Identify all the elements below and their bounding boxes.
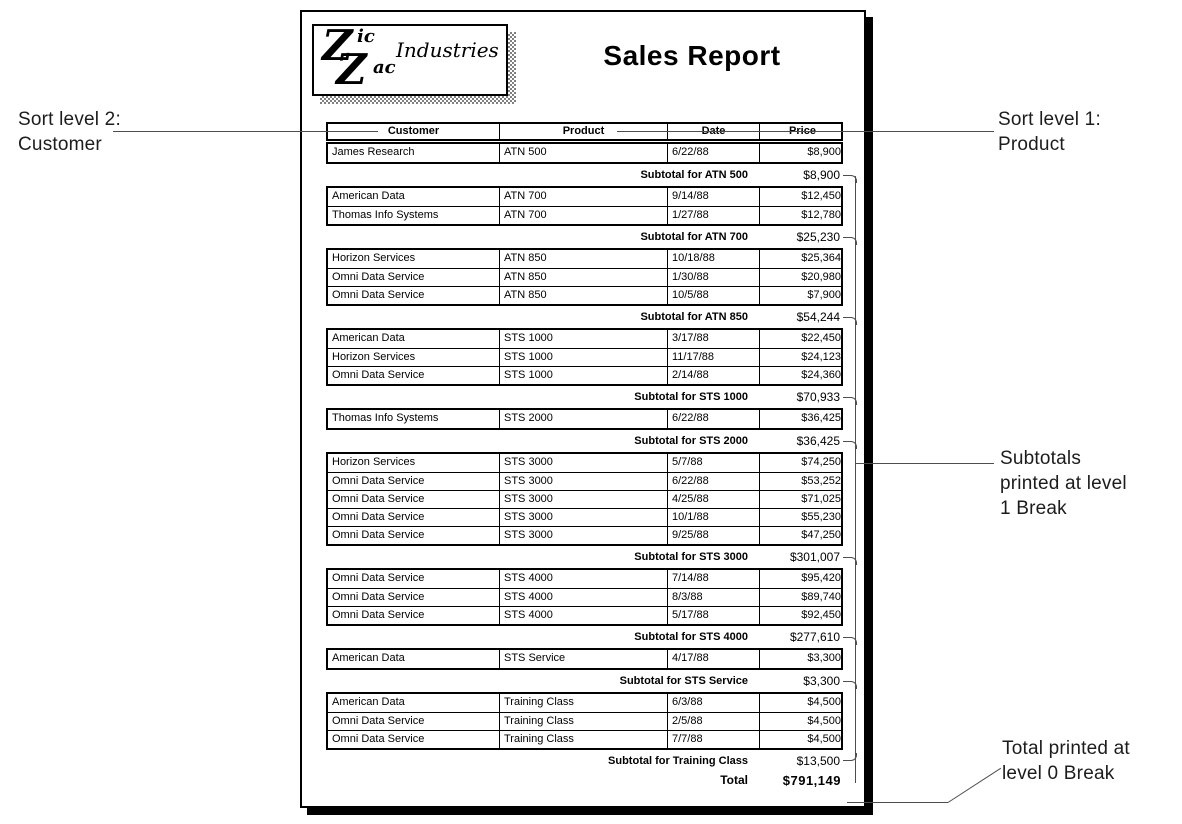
product-group	[326, 186, 843, 248]
cell-date: 4/17/88	[667, 650, 759, 668]
subtotal-label: Subtotal for Training Class	[608, 755, 748, 767]
cell-date: 10/5/88	[667, 287, 759, 304]
annotation-line: Subtotals	[1000, 448, 1082, 469]
table-row	[328, 286, 841, 304]
table-row	[328, 188, 841, 206]
cell-price: $92,450	[759, 607, 845, 624]
cell-product: STS 3000	[499, 454, 667, 472]
subtotal-row	[326, 386, 843, 408]
column-header-product: Product	[499, 124, 667, 139]
total-callout-diagonal	[948, 768, 1001, 803]
cell-customer: Omni Data Service	[332, 271, 425, 283]
cell-product: Training Class	[499, 694, 667, 712]
annotation-line: Sort level 2:	[18, 109, 121, 130]
table-row	[328, 730, 841, 748]
cell-date: 2/5/88	[667, 713, 759, 730]
group-rows	[326, 142, 843, 164]
column-header-customer: Customer	[387, 125, 440, 137]
group-rows	[326, 186, 843, 226]
table-row	[328, 606, 841, 624]
subtotal-label: Subtotal for STS 3000	[634, 551, 748, 563]
cell-product: STS 3000	[499, 509, 667, 526]
cell-product: STS 1000	[499, 330, 667, 348]
cell-product: STS Service	[499, 650, 667, 668]
total-value: $791,149	[782, 772, 841, 788]
cell-product: Training Class	[499, 713, 667, 730]
cell-product: STS 1000	[499, 349, 667, 366]
cell-product: Training Class	[499, 731, 667, 748]
cell-date: 9/25/88	[667, 527, 759, 544]
subtotal-label: Subtotal for STS Service	[619, 675, 748, 687]
cell-date: 2/14/88	[667, 367, 759, 384]
cell-customer: Horizon Services	[332, 456, 416, 468]
cell-product: STS 1000	[499, 367, 667, 384]
subtotal-value: $3,300	[803, 674, 840, 688]
subtotal-row	[326, 430, 843, 452]
cell-customer: Omni Data Service	[332, 369, 425, 381]
subtotal-value: $277,610	[789, 630, 840, 644]
cell-product: ATN 850	[499, 269, 667, 286]
cell-date: 6/22/88	[667, 473, 759, 490]
cell-customer: Omni Data Service	[332, 715, 425, 727]
cell-customer: American Data	[332, 332, 405, 344]
cell-product: STS 2000	[499, 410, 667, 428]
report-title: Sales Report	[603, 40, 781, 71]
annotation-line: level 0 Break	[1002, 763, 1115, 784]
cell-customer: Omni Data Service	[332, 609, 425, 621]
cell-date: 5/7/88	[667, 454, 759, 472]
cell-price: $89,740	[759, 589, 845, 606]
cell-customer: Omni Data Service	[332, 572, 425, 584]
annotation-total	[1002, 736, 1182, 786]
cell-price: $53,252	[759, 473, 845, 490]
cell-date: 8/3/88	[667, 589, 759, 606]
cell-price: $12,450	[759, 188, 845, 206]
product-group	[326, 328, 843, 408]
subtotal-label: Subtotal for ATN 850	[640, 311, 748, 323]
logo-company-name: Industries	[396, 38, 499, 62]
cell-customer: James Research	[332, 146, 415, 158]
cell-date: 7/7/88	[667, 731, 759, 748]
cell-date: 3/17/88	[667, 330, 759, 348]
logo-letter-z2: Z	[336, 45, 367, 94]
annotation-sort-level-1	[998, 107, 1101, 157]
subtotal-row	[326, 750, 843, 772]
subtotal-label: Subtotal for STS 2000	[634, 435, 748, 447]
cell-date: 4/25/88	[667, 491, 759, 508]
cell-customer: Omni Data Service	[332, 529, 425, 541]
cell-product: ATN 700	[499, 188, 667, 206]
table-row	[328, 250, 841, 268]
table-row	[328, 526, 841, 544]
subtotal-label: Subtotal for ATN 700	[640, 231, 748, 243]
cell-product: ATN 850	[499, 287, 667, 304]
callout-line-subtotals	[855, 463, 994, 464]
table-row	[328, 348, 841, 366]
table-row	[328, 144, 841, 162]
group-rows	[326, 648, 843, 670]
cell-customer: American Data	[332, 190, 405, 202]
annotation-sort-level-2	[18, 107, 121, 157]
column-header-price: Price	[759, 124, 845, 139]
subtotal-value: $36,425	[796, 434, 840, 448]
cell-price: $25,364	[759, 250, 845, 268]
cell-customer: Omni Data Service	[332, 475, 425, 487]
table-row	[328, 366, 841, 384]
table-row	[328, 570, 841, 588]
logo-letters-ic: ic	[357, 26, 375, 47]
cell-product: STS 4000	[499, 589, 667, 606]
subtotal-row	[326, 226, 843, 248]
table-row	[328, 694, 841, 712]
cell-price: $12,780	[759, 207, 845, 224]
cell-customer: Omni Data Service	[332, 493, 425, 505]
sales-table	[326, 122, 843, 788]
cell-price: $4,500	[759, 713, 845, 730]
cell-price: $71,025	[759, 491, 845, 508]
cell-price: $74,250	[759, 454, 845, 472]
cell-price: $24,123	[759, 349, 845, 366]
subtotal-label: Subtotal for STS 1000	[634, 391, 748, 403]
table-row	[328, 588, 841, 606]
product-group	[326, 648, 843, 692]
cell-date: 9/14/88	[667, 188, 759, 206]
group-rows	[326, 692, 843, 750]
subtotal-value: $70,933	[796, 390, 840, 404]
product-group	[326, 692, 843, 772]
table-row	[328, 490, 841, 508]
table-groups	[326, 142, 843, 772]
cell-price: $20,980	[759, 269, 845, 286]
bracket-vertical-line	[855, 176, 856, 783]
table-row	[328, 268, 841, 286]
group-rows	[326, 328, 843, 386]
callout-line-customer	[113, 131, 378, 132]
cell-product: ATN 700	[499, 207, 667, 224]
annotation-line: Customer	[18, 134, 102, 155]
cell-customer: American Data	[332, 696, 405, 708]
table-row	[328, 712, 841, 730]
group-rows	[326, 408, 843, 430]
group-rows	[326, 452, 843, 546]
logo-letter-z1: Z	[322, 21, 353, 70]
subtotal-value: $8,900	[803, 168, 840, 182]
cell-product: STS 3000	[499, 473, 667, 490]
group-rows	[326, 568, 843, 626]
cell-date: 10/18/88	[667, 250, 759, 268]
cell-customer: American Data	[332, 652, 405, 664]
cell-date: 6/22/88	[667, 410, 759, 428]
cell-product: STS 3000	[499, 491, 667, 508]
cell-price: $36,425	[759, 410, 845, 428]
cell-date: 5/17/88	[667, 607, 759, 624]
product-group	[326, 408, 843, 452]
cell-customer: Omni Data Service	[332, 289, 425, 301]
cell-customer: Thomas Info Systems	[332, 412, 439, 424]
subtotal-label: Subtotal for ATN 500	[640, 169, 748, 181]
subtotal-row	[326, 306, 843, 328]
cell-product: ATN 500	[499, 144, 667, 162]
company-logo	[312, 21, 508, 96]
cell-price: $95,420	[759, 570, 845, 588]
cell-price: $47,250	[759, 527, 845, 544]
report-page	[300, 10, 866, 808]
cell-customer: Thomas Info Systems	[332, 209, 439, 221]
logo-box	[312, 21, 508, 96]
table-row	[328, 650, 841, 668]
product-group	[326, 568, 843, 648]
cell-customer: Omni Data Service	[332, 733, 425, 745]
logo-letters-ac: ac	[373, 57, 396, 78]
cell-price: $8,900	[759, 144, 845, 162]
cell-price: $7,900	[759, 287, 845, 304]
subtotal-value: $54,244	[796, 310, 840, 324]
annotation-line: printed at level	[1000, 473, 1127, 494]
cell-product: ATN 850	[499, 250, 667, 268]
cell-date: 6/3/88	[667, 694, 759, 712]
annotation-line: Sort level 1:	[998, 109, 1101, 130]
subtotal-row	[326, 164, 843, 186]
annotation-line: 1 Break	[1000, 498, 1067, 519]
cell-price: $55,230	[759, 509, 845, 526]
cell-customer: Omni Data Service	[332, 511, 425, 523]
table-row	[328, 330, 841, 348]
annotation-subtotals	[1000, 446, 1180, 521]
cell-product: STS 4000	[499, 570, 667, 588]
product-group	[326, 248, 843, 328]
subtotal-value: $13,500	[796, 754, 840, 768]
table-row	[328, 472, 841, 490]
cell-price: $3,300	[759, 650, 845, 668]
annotation-line: Total printed at	[1002, 738, 1130, 759]
table-row	[328, 410, 841, 428]
cell-product: STS 4000	[499, 607, 667, 624]
subtotal-value: $301,007	[789, 550, 840, 564]
annotation-line: Product	[998, 134, 1065, 155]
cell-date: 6/22/88	[667, 144, 759, 162]
cell-customer: Horizon Services	[332, 252, 416, 264]
product-group	[326, 142, 843, 186]
cell-product: STS 3000	[499, 527, 667, 544]
cell-customer: Horizon Services	[332, 351, 416, 363]
cell-price: $22,450	[759, 330, 845, 348]
subtotal-label: Subtotal for STS 4000	[634, 631, 748, 643]
column-header-date: Date	[667, 124, 759, 139]
table-row	[328, 454, 841, 472]
cell-date: 10/1/88	[667, 509, 759, 526]
cell-price: $24,360	[759, 367, 845, 384]
subtotal-row	[326, 670, 843, 692]
table-row	[328, 206, 841, 224]
product-group	[326, 452, 843, 568]
total-label: Total	[720, 773, 748, 787]
subtotal-row	[326, 546, 843, 568]
group-rows	[326, 248, 843, 306]
cell-customer: Omni Data Service	[332, 591, 425, 603]
cell-date: 1/30/88	[667, 269, 759, 286]
cell-price: $4,500	[759, 694, 845, 712]
table-row	[328, 508, 841, 526]
total-row	[326, 772, 843, 788]
cell-date: 11/17/88	[667, 349, 759, 366]
total-callout-horizontal	[847, 802, 948, 803]
subtotal-row	[326, 626, 843, 648]
cell-price: $4,500	[759, 731, 845, 748]
cell-date: 1/27/88	[667, 207, 759, 224]
cell-date: 7/14/88	[667, 570, 759, 588]
callout-line-product	[617, 131, 994, 132]
subtotal-value: $25,230	[796, 230, 840, 244]
